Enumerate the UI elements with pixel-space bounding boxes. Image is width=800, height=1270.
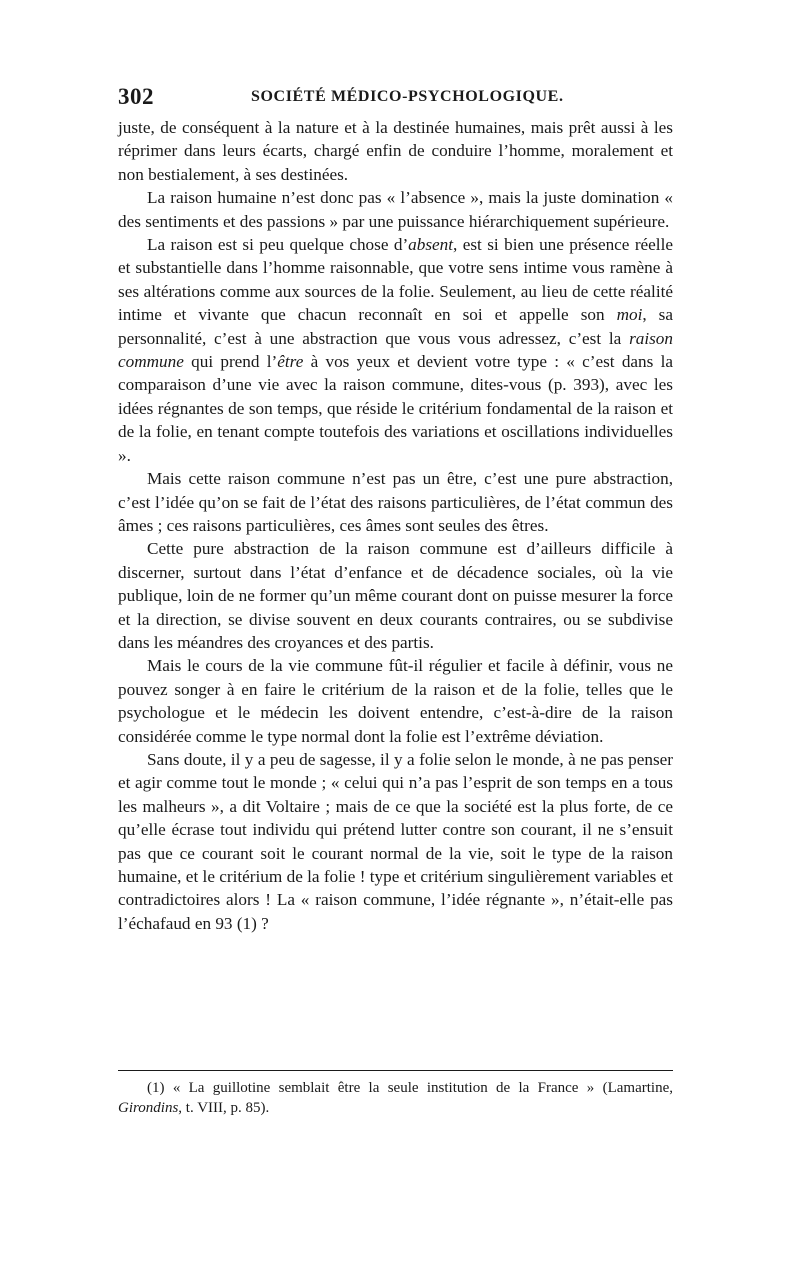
- text-run: (1) « La guillotine semblait être la seule institution de la France » (Lamartine,: [147, 1080, 673, 1096]
- page-header: [118, 84, 678, 116]
- paragraph: [118, 654, 673, 748]
- italic-text: Girondins: [118, 1100, 179, 1116]
- text-run: Mais le cours de la vie commune fût-il régulier et facile à définir, vous ne pouvez songer à en faire le critérium de la raison et de la folie, telles que le psychologue et le médecin les doivent entendre, c’est-à-dire de la raison considérée comme le type normal dont la folie est l’extrême déviation.: [118, 656, 673, 746]
- text-run: qui prend l’: [183, 352, 278, 372]
- running-title: SOCIÉTÉ MÉDICO-PSYCHOLOGIQUE.: [251, 88, 564, 105]
- footnote-text: [118, 1078, 673, 1118]
- italic-text: raison commune: [118, 328, 673, 372]
- text-run: Mais cette raison commune n’est pas un être, c’est une pure abstraction, c’est l’idée qu’on se fait de l’état des raisons particulières, de l’état commun des âmes ; ces raisons particulières, ces âmes sont seules des êtres.: [118, 469, 673, 535]
- page-number: 302: [118, 84, 154, 109]
- paragraph: [118, 233, 673, 467]
- text-run: , t. VIII, p. 85).: [178, 1100, 270, 1116]
- text-run: à vos yeux et devient votre type : « c’est dans la comparaison d’une vie avec la raison commune, dites-vous (p. 393), avec les idées régnantes de son temps, que réside le critérium fondamental de la raison et de la folie, en tenant compte toutefois des variations et oscillations individuelles ».: [118, 352, 673, 465]
- paragraph: [118, 186, 673, 233]
- italic-text: absent: [408, 235, 454, 255]
- text-run: , sa personnalité, c’est à une abstraction que vous vous adressez, c’est la: [118, 305, 673, 348]
- paragraph: [118, 537, 673, 654]
- italic-text: être: [277, 352, 304, 372]
- paragraph: [118, 116, 673, 186]
- text-run: La raison est si peu quelque chose d’: [147, 235, 409, 255]
- paragraph: [118, 748, 673, 935]
- text-run: Cette pure abstraction de la raison commune est d’ailleurs difficile à discerner, surtout dans l’état d’enfance et de décadence sociales, où la vie publique, loin de ne former qu’un même courant dont on puisse mesurer la force et la direction, se divise souvent en deux courants contraires, ou se subdivise dans les méandres des croyances et des partis.: [118, 539, 673, 652]
- footnote-separator: [118, 1070, 673, 1071]
- italic-text: moi: [616, 305, 643, 325]
- text-run: La raison humaine n’est donc pas « l’absence », mais la juste domination « des sentiments et des passions » par une puissance hiérarchiquement supérieure.: [118, 188, 673, 231]
- paragraph: [118, 467, 673, 537]
- footnote: [118, 1078, 673, 1118]
- text-run: Sans doute, il y a peu de sagesse, il y a folie selon le monde, à ne pas penser et agir comme tout le monde ; « celui qui n’a pas l’esprit de son temps en a tous les malheurs », a dit Voltaire ; mais de ce que la société est la plus forte, de ce qu’elle écrase tout individu qui prétend lutter contre son courant, il ne s’ensuit pas que ce courant soit le courant normal de la vie, soit le type de la raison humaine, et le critérium de la folie ! type et critérium singulièrement variables et contradictoires alors ! La « raison commune, l’idée régnante », n’était-elle pas l’échafaud en 93 (1) ?: [118, 749, 673, 933]
- main-text: [118, 116, 673, 935]
- text-run: , est si bien une présence réelle et substantielle dans l’homme raisonnable, que votre sens intime vous ramène à ses altérations comme aux sources de la folie. Seulement, au lieu de cette réalité intime et vivante que chacun reconnaît en soi et appelle son: [118, 235, 673, 325]
- text-run: juste, de conséquent à la nature et à la destinée humaines, mais prêt aussi à les réprimer dans leurs écarts, chargé enfin de conduire l’homme, moralement et non bestialement, à ses destinées.: [118, 118, 673, 184]
